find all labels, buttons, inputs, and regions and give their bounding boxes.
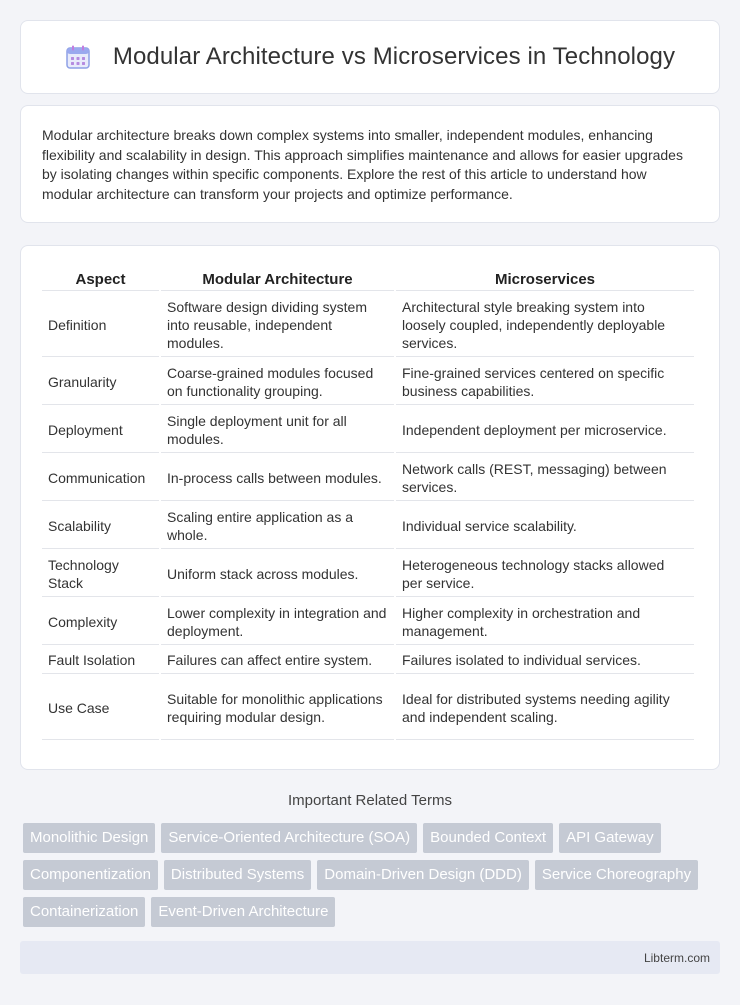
- related-term-tag[interactable]: Service Choreography: [535, 860, 698, 890]
- cell-modular: Software design dividing system into reusable, independent modules.: [161, 293, 394, 357]
- cell-microservices: Architectural style breaking system into loosely coupled, independently deployable services.: [396, 293, 694, 357]
- calendar-icon: [65, 44, 91, 70]
- header-microservices: Microservices: [396, 268, 694, 291]
- related-term-tag[interactable]: Service-Oriented Architecture (SOA): [161, 823, 417, 853]
- header-aspect: Aspect: [42, 268, 159, 291]
- cell-microservices: Network calls (REST, messaging) between services.: [396, 455, 694, 501]
- cell-modular: Single deployment unit for all modules.: [161, 407, 394, 453]
- related-term-tag[interactable]: Distributed Systems: [164, 860, 311, 890]
- table-row: [42, 407, 694, 453]
- cell-microservices: Independent deployment per microservice.: [396, 407, 694, 453]
- table-row: [42, 551, 694, 597]
- comparison-table: [40, 266, 696, 742]
- cell-microservices: Heterogeneous technology stacks allowed per service.: [396, 551, 694, 597]
- intro-paragraph: Modular architecture breaks down complex systems into smaller, independent modules, enhancing flexibility and scalability in design. This approach simplifies maintenance and allows for easier upgrades by isolating changes within specific components. Explore the rest of this article to understand how modular architecture can transform your projects and optimize performance.: [42, 127, 683, 202]
- related-term-tag[interactable]: Bounded Context: [423, 823, 553, 853]
- footer: [20, 941, 720, 974]
- cell-aspect: Complexity: [42, 599, 159, 645]
- cell-microservices: Failures isolated to individual services.: [396, 647, 694, 674]
- table-row: [42, 293, 694, 357]
- cell-aspect: Technology Stack: [42, 551, 159, 597]
- table-header-row: [42, 268, 694, 291]
- table-row: [42, 676, 694, 740]
- cell-aspect: Fault Isolation: [42, 647, 159, 674]
- table-row: [42, 359, 694, 405]
- cell-aspect: Communication: [42, 455, 159, 501]
- cell-microservices: Higher complexity in orchestration and management.: [396, 599, 694, 645]
- table-row: [42, 455, 694, 501]
- cell-aspect: Use Case: [42, 676, 159, 740]
- table-row: [42, 647, 694, 674]
- related-term-tag[interactable]: Event-Driven Architecture: [151, 897, 335, 927]
- cell-aspect: Scalability: [42, 503, 159, 549]
- cell-aspect: Deployment: [42, 407, 159, 453]
- cell-modular: Lower complexity in integration and deployment.: [161, 599, 394, 645]
- cell-modular: Uniform stack across modules.: [161, 551, 394, 597]
- cell-aspect: Definition: [42, 293, 159, 357]
- intro-card: [20, 105, 720, 223]
- cell-modular: Failures can affect entire system.: [161, 647, 394, 674]
- related-terms-list: [23, 823, 723, 927]
- related-term-tag[interactable]: Monolithic Design: [23, 823, 155, 853]
- header-modular: Modular Architecture: [161, 268, 394, 291]
- table-row: [42, 503, 694, 549]
- related-terms-title: Important Related Terms: [288, 792, 452, 809]
- cell-modular: Scaling entire application as a whole.: [161, 503, 394, 549]
- cell-aspect: Granularity: [42, 359, 159, 405]
- related-term-tag[interactable]: Domain-Driven Design (DDD): [317, 860, 529, 890]
- cell-microservices: Individual service scalability.: [396, 503, 694, 549]
- footer-link[interactable]: Libterm.com: [643, 951, 710, 965]
- related-term-tag[interactable]: Componentization: [23, 860, 158, 890]
- cell-microservices: Ideal for distributed systems needing agility and independent scaling.: [396, 676, 694, 740]
- related-term-tag[interactable]: Containerization: [23, 897, 145, 927]
- related-term-tag[interactable]: API Gateway: [559, 823, 661, 853]
- cell-modular: Suitable for monolithic applications requiring modular design.: [161, 676, 394, 740]
- cell-modular: Coarse-grained modules focused on functionality grouping.: [161, 359, 394, 405]
- cell-modular: In-process calls between modules.: [161, 455, 394, 501]
- comparison-table-card: [20, 245, 720, 770]
- table-row: [42, 599, 694, 645]
- header-card: [20, 20, 720, 94]
- page-title: Modular Architecture vs Microservices in Technology: [112, 43, 676, 70]
- cell-microservices: Fine-grained services centered on specific business capabilities.: [396, 359, 694, 405]
